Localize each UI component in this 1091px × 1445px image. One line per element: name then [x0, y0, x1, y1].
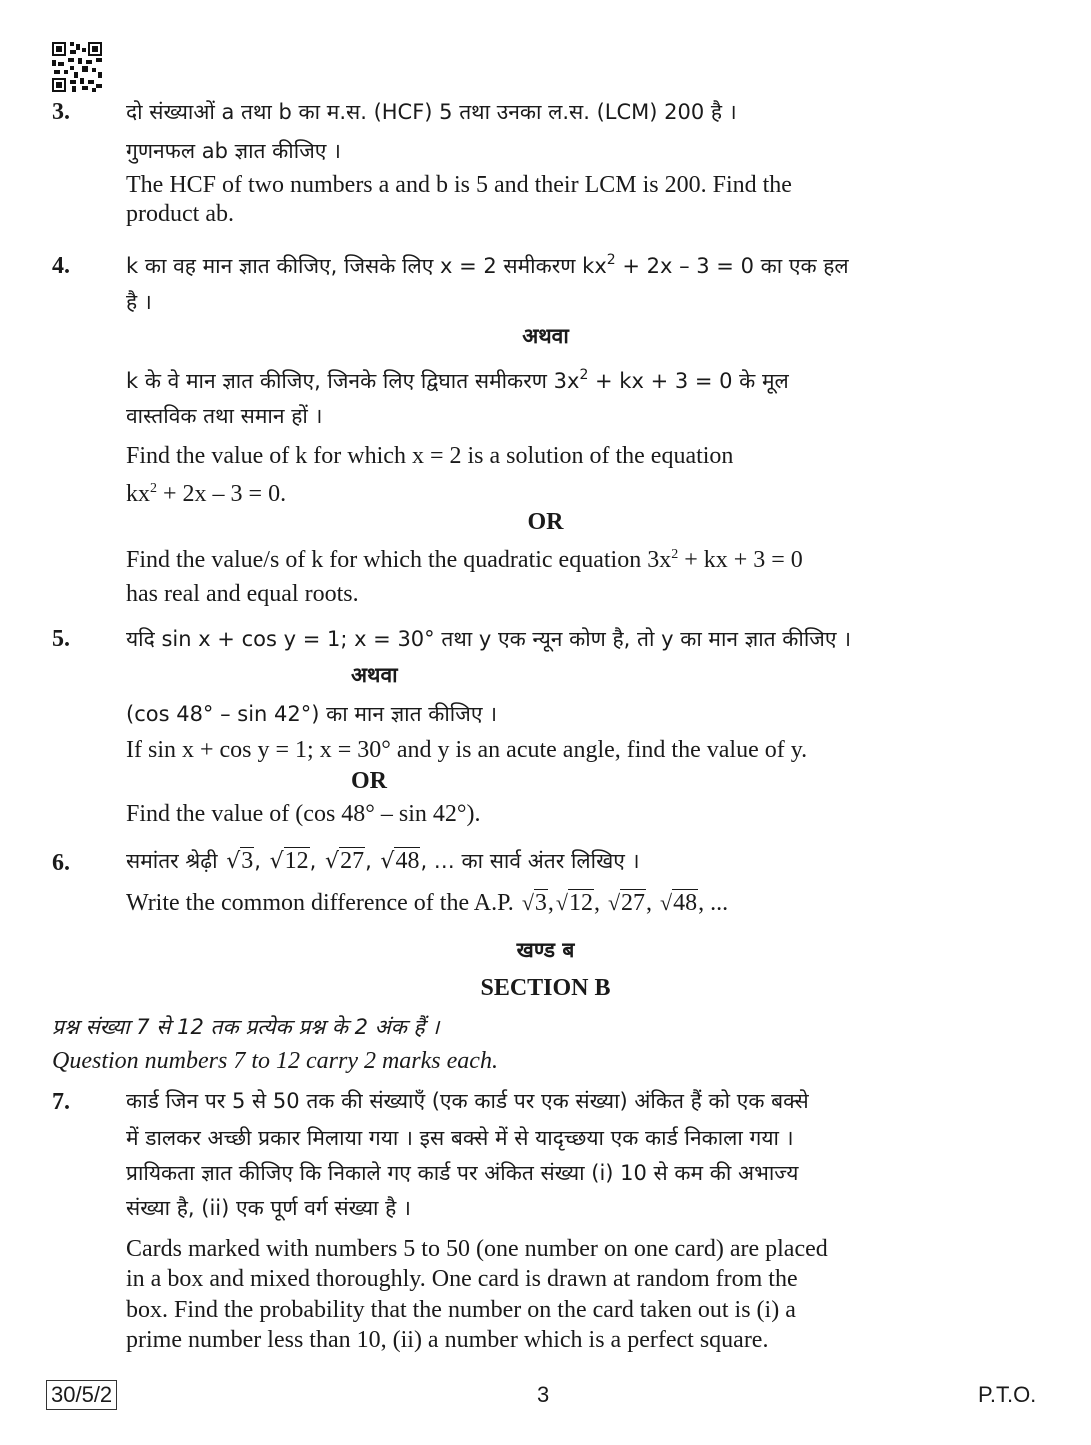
q5-english-line: If sin x + cos y = 1; x = 30° and y is an acute angle, find the value of y.	[126, 737, 808, 763]
q4-hindi-alt-line: वास्तविक तथा समान हों ।	[126, 404, 323, 428]
q7-hindi-line: प्रायिकता ज्ञात कीजिए कि निकाले गए कार्ड पर अंकित संख्या (i) 10 से कम की अभाज्य	[126, 1161, 799, 1185]
q7-english-line: prime number less than 10, (ii) a number which is a perfect square.	[126, 1327, 769, 1353]
q7-english-line: box. Find the probability that the number on the card taken out is (i) a	[126, 1297, 796, 1323]
q7-english-line: Cards marked with numbers 5 to 50 (one number on one card) are placed	[126, 1236, 828, 1262]
or-heading: OR	[351, 768, 387, 794]
q5-hindi-alt-line: (cos 48° – sin 42°) का मान ज्ञात कीजिए ।	[126, 702, 498, 726]
radical-term: √3	[226, 848, 254, 874]
question-number: 5.	[52, 626, 70, 652]
q4-english-alt-line: Find the value/s of k for which the quadratic equation $3x^2$ + kx + 3 = 0	[126, 547, 803, 573]
page-number: 3	[537, 1382, 550, 1407]
q5-english-alt-line: Find the value of (cos 48° – sin 42°).	[126, 801, 481, 827]
radical-term: √27	[607, 890, 646, 916]
section-note-hindi: प्रश्न संख्या 7 से 12 तक प्रत्येक प्रश्न के 2 अंक हैं ।	[52, 1015, 440, 1039]
q4-english-alt-line: has real and equal roots.	[126, 581, 359, 607]
radical-term: √3	[521, 890, 547, 916]
section-note: Question numbers 7 to 12 carry 2 marks each.	[52, 1048, 498, 1074]
section-title: SECTION B	[480, 975, 611, 1001]
q6-hindi-line: समांतर श्रेढ़ी √3, √12, √27, √48, … का सार्व अंतर लिखिए ।	[126, 846, 640, 877]
athva-heading: अथवा	[351, 663, 398, 687]
q7-hindi-line: कार्ड जिन पर 5 से 50 तक की संख्याएँ (एक कार्ड पर एक संख्या) अंकित हैं को एक बक्से	[126, 1089, 809, 1113]
q4-hindi-line: k का वह मान ज्ञात कीजिए, जिसके लिए x = 2 समीकरण $kx^2 + 2x - 3 = 0$ का एक हल	[126, 252, 849, 278]
question-number: 3.	[52, 99, 70, 125]
q3-english-line: The HCF of two numbers a and b is 5 and their LCM is 200. Find the	[126, 172, 792, 198]
radical-term: √12	[555, 890, 593, 916]
paper-code: 30/5/2	[46, 1380, 117, 1410]
q4-english-line: Find the value of k for which x = 2 is a solution of the equation	[126, 443, 734, 469]
radical-term: √48	[380, 848, 420, 874]
radical-term: √12	[269, 848, 309, 874]
pto-label: P.T.O.	[978, 1382, 1037, 1407]
question-number: 4.	[52, 253, 70, 279]
q5-hindi-line: यदि sin x + cos y = 1; x = 30° तथा y एक न्यून कोण है, तो y का मान ज्ञात कीजिए ।	[126, 627, 852, 651]
q4-english-line: $kx^2 + 2x - 3 = 0$.	[126, 481, 287, 507]
section-title-hindi: खण्ड ब	[516, 938, 575, 962]
q7-english-line: in a box and mixed thoroughly. One card is drawn at random from the	[126, 1266, 798, 1292]
q3-english-line: product ab.	[126, 201, 234, 227]
q7-hindi-line: संख्या है, (ii) एक पूर्ण वर्ग संख्या है ।	[126, 1196, 411, 1220]
q3-hindi-line: दो संख्याओं a तथा b का म.स. (HCF) 5 तथा उनका ल.स. (LCM) 200 है ।	[126, 100, 737, 124]
radical-term: √27	[325, 848, 365, 874]
athva-heading: अथवा	[522, 324, 569, 348]
q4-hindi-alt-line: k के वे मान ज्ञात कीजिए, जिनके लिए द्विघात समीकरण $3x^2$ + kx + 3 = 0 के मूल	[126, 367, 789, 393]
q4-hindi-line: है ।	[126, 290, 152, 314]
q3-hindi-line: गुणनफल ab ज्ञात कीजिए ।	[126, 139, 342, 163]
question-number: 7.	[52, 1089, 70, 1115]
radical-term: √48	[660, 890, 698, 916]
q7-hindi-line: में डालकर अच्छी प्रकार मिलाया गया । इस बक्से में से यादृच्छया एक कार्ड निकाला गया ।	[126, 1126, 794, 1150]
q6-english-line: Write the common difference of the A.P. √3,√12, √27, √48, ...	[126, 890, 729, 916]
qr-code-icon	[52, 42, 102, 92]
question-number: 6.	[52, 850, 70, 876]
or-heading: OR	[527, 509, 564, 535]
